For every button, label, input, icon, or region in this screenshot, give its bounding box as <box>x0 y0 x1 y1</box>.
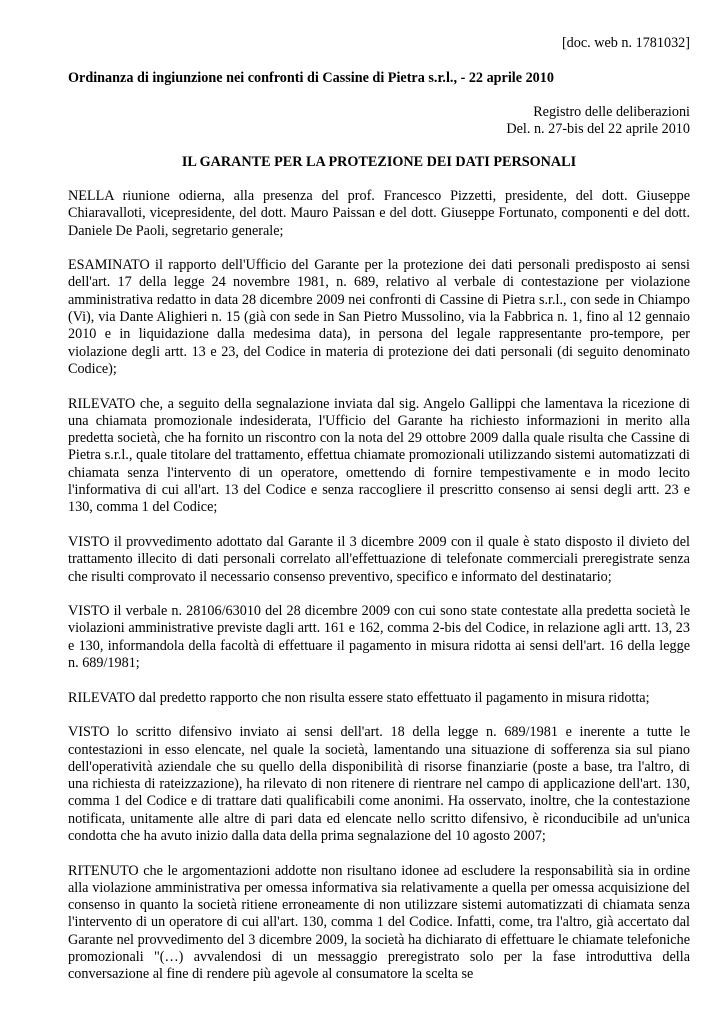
doc-reference: [doc. web n. 1781032] <box>561 35 690 51</box>
paragraph: RILEVATO dal predetto rapporto che non risulta essere stato effettuato il pagamento in misura ridotta; <box>68 689 650 706</box>
paragraph: VISTO lo scritto difensivo inviato ai sensi dell'art. 18 della legge n. 689/1981 e inerente a tutte le contestazioni in esso elencate, nel quale la società, lamentando una situazione di sofferenza sia sul piano dell'operatività aziendale che su quello della disponibilità di risorse finanziarie (poste a base, tra l'altro, di una richiesta di rateizzazione), ha rilevato di non ritenere di rientrare nel campo di applicazione dell'art. 130, comma 1 del Codice e di trattare dati qualificabili come anonimi. Ha osservato, inoltre, che la contestazione notificata, unitamente alle altre di pari data ed elencate nello scritto difensivo, è riconducibile ad un'unica condotta che ha avuto inizio dalla data della prima segnalazione del 10 agosto 2007; <box>68 724 690 844</box>
registry-line: Registro delle deliberazioni <box>533 104 690 120</box>
garante-title: IL GARANTE PER LA PROTEZIONE DEI DATI PERSONALI <box>181 154 577 170</box>
document-heading: Ordinanza di ingiunzione nei confronti di Cassine di Pietra s.r.l., - 22 aprile 2010 <box>68 70 554 86</box>
paragraph: VISTO il provvedimento adottato dal Garante il 3 dicembre 2009 con il quale è stato disposto il divieto del trattamento illecito di dati personali correlato all'effettuazione di telefonate commerciali preregistrate senza che risulti comprovato il necessario consenso preventivo, specifico e informato del destinatario; <box>68 533 690 585</box>
paragraph: VISTO il verbale n. 28106/63010 del 28 dicembre 2009 con cui sono state contestate alla predetta società le violazioni amministrative previste dagli artt. 161 e 162, comma 2-bis del Codice, in relazione agli artt. 13, 23 e 130, informandola della facoltà di effettuare il pagamento in misura ridotta ai sensi dell'art. 16 della legge n. 689/1981; <box>68 603 690 672</box>
registry-block <box>506 104 690 139</box>
document-page <box>68 0 690 1024</box>
paragraph: RITENUTO che le argomentazioni addotte non risultano idonee ad escludere la responsabilità sia in ordine alla violazione amministrativa per omessa informativa sia relativamente a quella per omessa acquisizione del consenso in quanto la società ritiene erroneamente di non utilizzare sistemi automatizzati di chiamata senza l'intervento di un operatore di cui all'art. 130, comma 1 del Codice. Infatti, come, tra l'altro, già accertato dal Garante nel provvedimento del 3 dicembre 2009, la società ha dichiarato di effettuare le chiamate telefoniche promozionali "(…) avvalendosi di un messaggio preregistrato solo per la fase introduttiva della conversazione al fine di rendere più agevole al consumatore la scelta se <box>68 862 690 983</box>
document-body <box>68 188 690 1001</box>
paragraph: NELLA riunione odierna, alla presenza del prof. Francesco Pizzetti, presidente, del dott. Giuseppe Chiaravalloti, vicepresidente, del dott. Mauro Paissan e del dott. Giuseppe Fortunato, componenti e del dott. Daniele De Paoli, segretario generale; <box>68 188 690 239</box>
paragraph: ESAMINATO il rapporto dell'Ufficio del Garante per la protezione dei dati personali predisposto ai sensi dell'art. 17 della legge 24 novembre 1981, n. 689, relativo al verbale di contestazione per violazione amministrativa redatto in data 28 dicembre 2009 nei confronti di Cassine di Pietra s.r.l., con sede in Chiampo (Vi), via Dante Alighieri n. 15 (già con sede in San Pietro Mussolino, via la Fabbrica n. 1, fino al 12 gennaio 2010 e in liquidazione dalla medesima data), in persona del legale rappresentante pro-tempore, per violazione degli artt. 13 e 23, del Codice in materia di protezione dei dati personali (di seguito denominato Codice); <box>68 257 690 377</box>
deliberation-number: Del. n. 27-bis del 22 aprile 2010 <box>506 121 690 138</box>
paragraph: RILEVATO che, a seguito della segnalazione inviata dal sig. Angelo Gallippi che lamentava la ricezione di una chiamata promozionale indesiderata, l'Ufficio del Garante ha richiesto informazioni in merito alla predetta società, che ha fornito un riscontro con la nota del 29 ottobre 2009 dalla quale risulta che Cassine di Pietra s.r.l., quale titolare del trattamento, effettua chiamate promozionali utilizzando sistemi automatizzati di chiamata senza l'intervento di un operatore, omettendo di fornire tempestivamente e in modo lecito l'informativa di cui all'art. 13 del Codice e senza raccogliere il prescritto consenso ai sensi degli artt. 23 e 130, comma 1 del Codice; <box>68 395 690 516</box>
